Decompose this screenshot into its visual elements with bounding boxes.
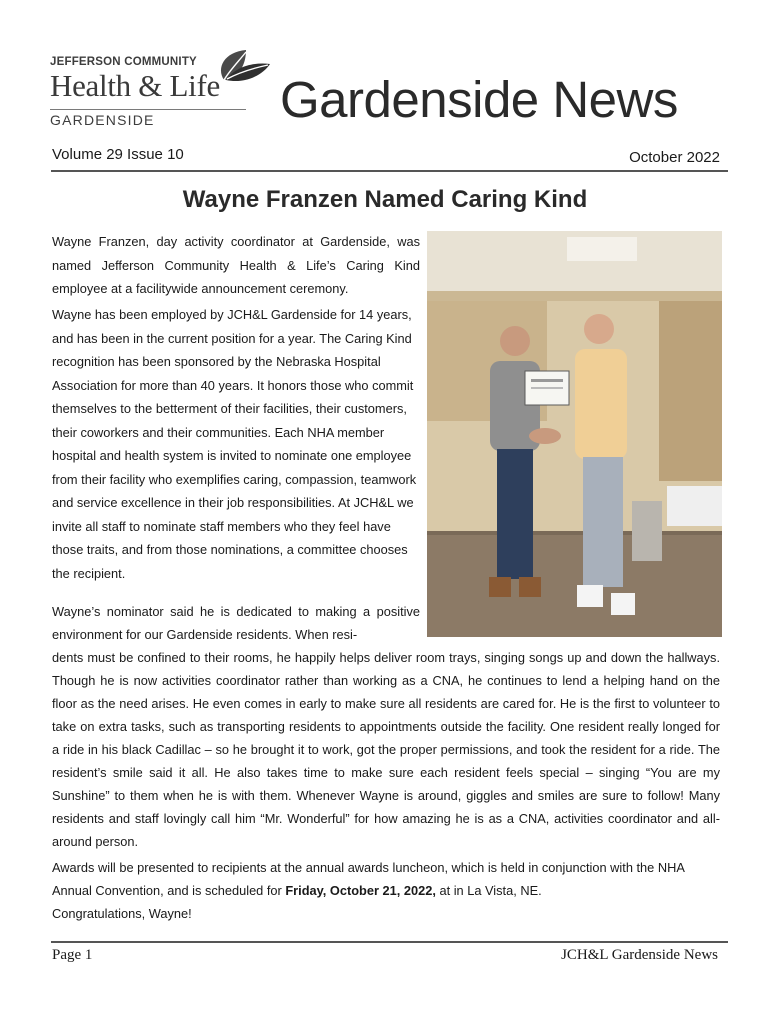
paragraph-2: Wayne has been employed by JCH&L Gardenside for 14 years, and has been in the current position for a year. The Caring Kind recognition has been sponsored by the Nebraska Hospital Association for more than 40 years. It honors those who commit themselves to the betterment of their facilities, their customers, their coworkers and their communities. Each NHA member hospital and health system is invited to nominate one employee from their facility who exemplifies caring, compassion, teamwork and service excellence in their job responsibilities. At JCH&L we invite all staff to nominate staff members who they feel have those traits, and from those nominations, a committee chooses the recipient. bbox=[52, 307, 417, 581]
paragraph-1: Wayne Franzen, day activity coordinator at Gardenside, was named Jefferson Community Health & Life’s Caring Kind employee at a facilitywide announcement ceremony. bbox=[52, 234, 420, 296]
paragraph-3-lead: Wayne’s nominator said he is dedicated to making a positive environment for our Gardenside residents. When resi- bbox=[52, 604, 420, 642]
congratulations-line: Congratulations, Wayne! bbox=[52, 906, 192, 921]
paragraph-4 bbox=[52, 856, 720, 925]
footer-divider bbox=[51, 941, 728, 943]
award-photo bbox=[427, 231, 722, 637]
issue-number: Volume 29 Issue 10 bbox=[52, 146, 184, 163]
header-divider bbox=[51, 170, 728, 172]
article-headline: Wayne Franzen Named Caring Kind bbox=[182, 186, 588, 213]
paragraph-3-rest: dents must be confined to their rooms, he happily helps deliver room trays, singing songs up and down the hallways. Though he is now activities coordinator rather than working as a CNA, he continues to lend a helping hand on the floor as the need arises. He even comes in early to make sure all residents are cared for. He is the first to volunteer to take on extra tasks, such as transporting residents to appointments outside the facility. One resident really longed for a ride in his black Cadillac – so he brought it to work, got the proper permissions, and took the resident for a ride. The resident’s smile said it all. He also takes time to make sure each resident feels special – singing “You are my Sunshine” to them when he is with them. Whenever Wayne is around, giggles and smiles are sure to follow! Many residents and staff lovingly call him “Mr. Wonderful” for how amazing he is as a CNA, activities coordinator and all-around person. bbox=[52, 650, 720, 849]
issue-date: October 2022 bbox=[629, 149, 720, 166]
logo-divider bbox=[50, 109, 246, 110]
logo-top-text: JEFFERSON COMMUNITY bbox=[50, 56, 197, 68]
publication-name: JCH&L Gardenside News bbox=[561, 947, 718, 963]
event-date: Friday, October 21, 2022, bbox=[285, 883, 436, 898]
logo-main-text: Health & Life bbox=[50, 68, 220, 103]
newsletter-title: Gardenside News bbox=[280, 71, 678, 128]
paragraph-3 bbox=[52, 600, 720, 853]
logo-sub-text: GARDENSIDE bbox=[50, 112, 155, 128]
paragraph-4-location: at in La Vista, NE. bbox=[435, 883, 542, 898]
paragraph-4-text: Awards will be presented to recipients at the annual awards luncheon, which is held in conjunction with the NHA Annual Convention, and is scheduled for bbox=[52, 860, 685, 898]
jchl-gardenside-logo bbox=[50, 46, 278, 134]
page-number: Page 1 bbox=[52, 947, 93, 963]
